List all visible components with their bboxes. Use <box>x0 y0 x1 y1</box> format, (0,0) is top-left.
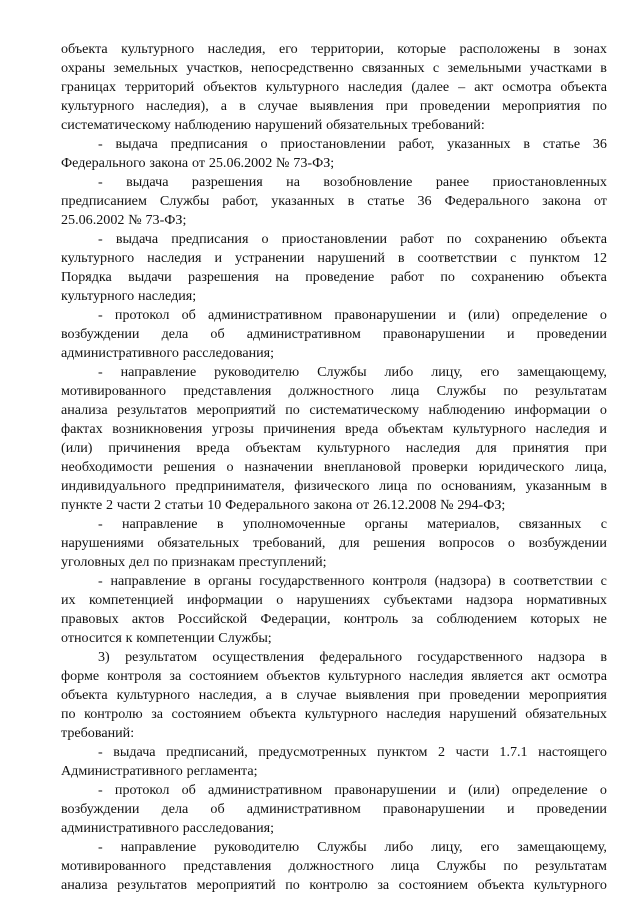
text-line: - направление руководителю Службы либо лицу, его замещающему, <box>98 364 607 380</box>
text-line: объекта культурного наследия, а в случае выявления при проведении мероприятия <box>61 687 607 703</box>
text-line: охраны земельных участков, непосредственно связанных с земельными участками в <box>61 60 607 76</box>
text-line: возбуждении дела об административном правонарушении и проведении <box>61 801 607 817</box>
text-line: относится к компетенции Службы; <box>61 630 272 646</box>
text-line: Федерального закона от 25.06.2002 № 73-ФЗ; <box>61 155 335 171</box>
text-line: - выдача предписаний, предусмотренных пунктом 2 части 1.7.1 настоящего <box>98 744 607 760</box>
text-line: культурного наследия и устранении нарушений в соответствии с пунктом 12 <box>61 250 607 266</box>
text-line: индивидуального предпринимателя, физического лица по основаниям, указанным в <box>61 478 607 494</box>
text-line: анализа результатов мероприятий по систематическому наблюдению информации о <box>61 402 607 418</box>
document-page <box>61 40 607 895</box>
text-line: предписанием Службы работ, указанных в статье 36 Федерального закона от <box>61 193 607 209</box>
text-line: пункте 2 части 2 статьи 10 Федерального закона от 26.12.2008 № 294-ФЗ; <box>61 497 506 513</box>
text-line: административного расследования; <box>61 345 275 361</box>
text-line: - выдача разрешения на возобновление ранее приостановленных <box>98 174 607 190</box>
text-line: фактах возникновения угрозы причинения вреда объектам культурного наследия и <box>61 421 607 437</box>
text-line: требований: <box>61 725 135 741</box>
text-line: - выдача предписания о приостановлении работ по сохранению объекта <box>98 231 607 247</box>
text-line: анализа результатов мероприятий по контролю за состоянием объекта культурного <box>61 877 607 893</box>
text-line: административного расследования; <box>61 820 275 836</box>
text-line: по контролю за состоянием объекта культурного наследия нарушений обязательных <box>61 706 607 722</box>
text-line: 3) результатом осуществления федерального государственного надзора в <box>98 649 607 665</box>
text-line: границах территорий объектов культурного наследия (далее – акт осмотра объекта <box>61 79 607 95</box>
text-line: - выдача предписания о приостановлении работ, указанных в статье 36 <box>98 136 607 152</box>
text-line: культурного наследия), а в случае выявления при проведении мероприятия по <box>61 98 607 114</box>
text-line: - протокол об административном правонарушении и (или) определение о <box>98 782 607 798</box>
text-line: - направление в органы государственного контроля (надзора) в соответствии с <box>98 573 607 589</box>
text-line: мотивированного представления должностного лица Службы по результатам <box>61 383 607 399</box>
text-line: - направление руководителю Службы либо лицу, его замещающему, <box>98 839 607 855</box>
text-line: уголовных дел по признакам преступлений; <box>61 554 327 570</box>
text-line: 25.06.2002 № 73-ФЗ; <box>61 212 187 228</box>
text-line: - протокол об административном правонарушении и (или) определение о <box>98 307 607 323</box>
text-line: форме контроля за состоянием объектов культурного наследия является акт осмотра <box>61 668 607 684</box>
text-line: систематическому наблюдению нарушений обязательных требований: <box>61 117 485 133</box>
text-line: их компетенцией информации о нарушениях субъектами надзора нормативных <box>61 592 607 608</box>
text-line: необходимости решения о назначении внеплановой проверки юридического лица, <box>61 459 607 475</box>
text-line: Административного регламента; <box>61 763 258 779</box>
text-line: возбуждении дела об административном правонарушении и проведении <box>61 326 607 342</box>
text-line: культурного наследия; <box>61 288 197 304</box>
text-line: правовых актов Российской Федерации, контроль за соблюдением которых не <box>61 611 607 627</box>
text-line: - направление в уполномоченные органы материалов, связанных с <box>98 516 607 532</box>
text-line: Порядка выдачи разрешения на проведение работ по сохранению объекта <box>61 269 607 285</box>
text-line: объекта культурного наследия, его территории, которые расположены в зонах <box>61 41 607 57</box>
text-line: (или) причинения вреда объектам культурного наследия для принятия при <box>61 440 607 456</box>
text-line: мотивированного представления должностного лица Службы по результатам <box>61 858 607 874</box>
text-line: нарушениями обязательных требований, для решения вопросов о возбуждении <box>61 535 607 551</box>
